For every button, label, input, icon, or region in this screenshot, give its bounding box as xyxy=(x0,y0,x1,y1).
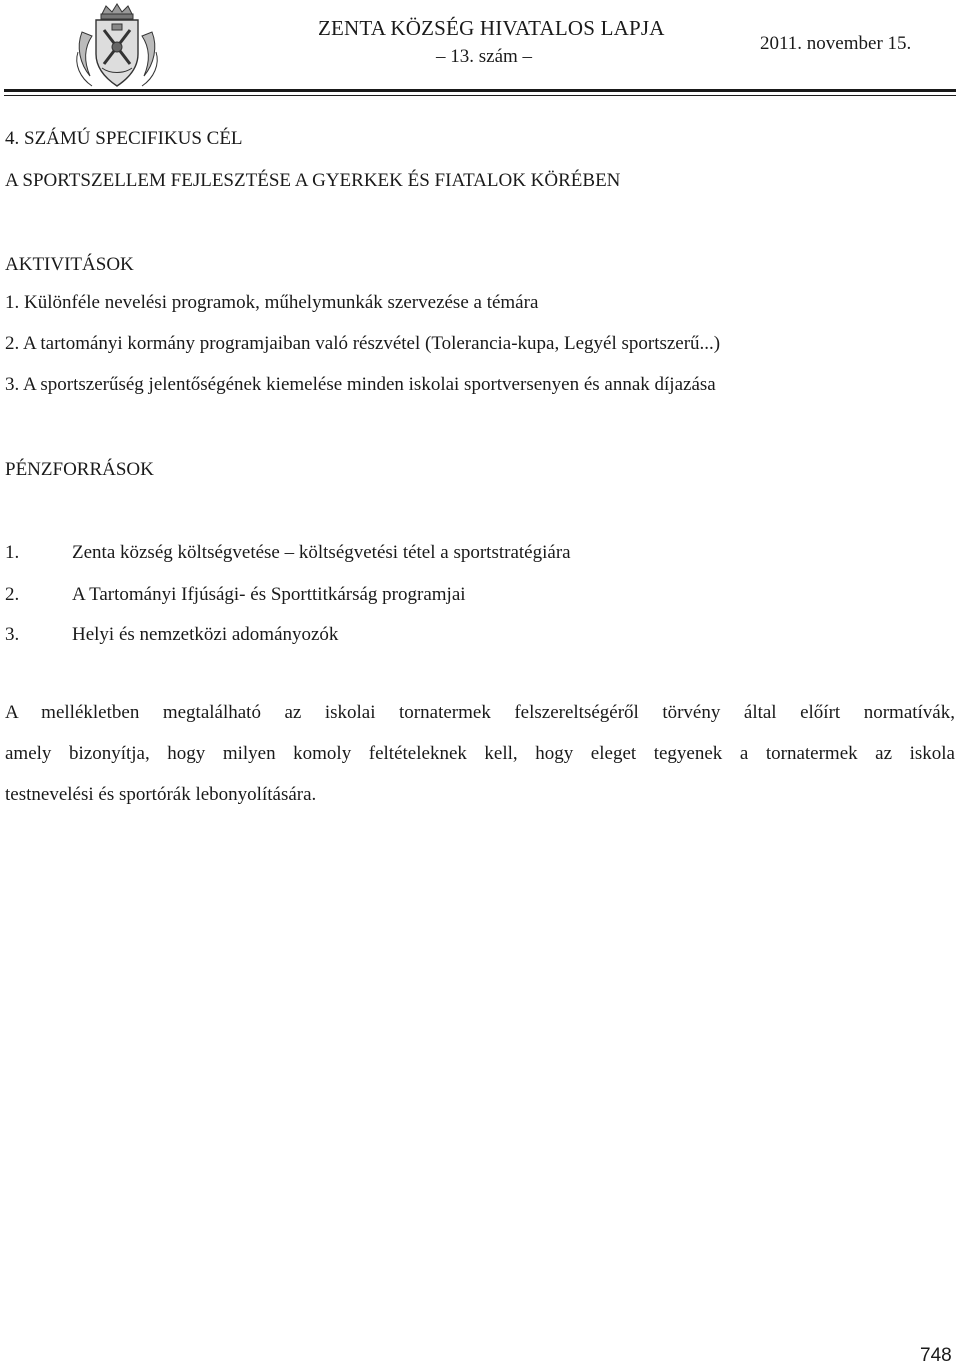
funding-item xyxy=(5,584,466,606)
activity-item-text: A tartományi kormány programjaiban való részvétel (Tolerancia-kupa, Legyél sportszerű...) xyxy=(22,333,721,354)
funding-item-number: 1. xyxy=(5,542,20,563)
header-divider-thick xyxy=(4,89,956,92)
coat-of-arms-icon xyxy=(74,2,160,92)
issue-date: 2011. november 15. xyxy=(760,33,912,54)
activity-item-number: 1. xyxy=(5,292,20,313)
issue-number: – 13. szám – xyxy=(436,46,533,67)
publication-title: ZENTA KÖZSÉG HIVATALOS LAPJA xyxy=(318,16,665,40)
activity-item-number: 2. xyxy=(5,333,20,354)
funding-item-number: 3. xyxy=(5,624,20,645)
funding-item-text: Helyi és nemzetközi adományozók xyxy=(72,624,339,645)
funding-heading: PÉNZFORRÁSOK xyxy=(5,459,154,480)
activities-heading: AKTIVITÁSOK xyxy=(5,254,134,275)
header-divider-thin xyxy=(4,95,956,96)
paragraph-line: A mellékletben megtalálható az iskolai tornatermek felszereltségéről törvény által előírt normatívák, xyxy=(5,702,955,723)
page-number: 748 xyxy=(920,1345,952,1366)
goal-heading: 4. SZÁMÚ SPECIFIKUS CÉL xyxy=(5,128,243,149)
goal-title: A SPORTSZELLEM FEJLESZTÉSE A GYERKEK ÉS FIATALOK KÖRÉBEN xyxy=(5,170,621,191)
funding-item xyxy=(5,624,338,646)
activity-item xyxy=(5,374,716,396)
activity-item-number: 3. xyxy=(5,374,20,395)
funding-item-text: Zenta község költségvetése – költségvetési tétel a sportstratégiára xyxy=(72,542,571,563)
funding-item-number: 2. xyxy=(5,584,20,605)
funding-item xyxy=(5,542,571,564)
activity-item xyxy=(5,292,538,314)
paragraph-line: testnevelési és sportórák lebonyolítására. xyxy=(5,784,317,805)
funding-item-text: A Tartományi Ifjúsági- és Sporttitkárság programjai xyxy=(72,584,466,605)
paragraph-line: amely bizonyítja, hogy milyen komoly feltételeknek kell, hogy eleget tegyenek a tornatermek az iskola xyxy=(5,743,955,764)
activity-item-text: Különféle nevelési programok, műhelymunkák szervezése a témára xyxy=(24,292,539,313)
activity-item xyxy=(5,333,720,355)
activity-item-text: A sportszerűség jelentőségének kiemelése minden iskolai sportversenyen és annak díjazása xyxy=(22,374,716,395)
